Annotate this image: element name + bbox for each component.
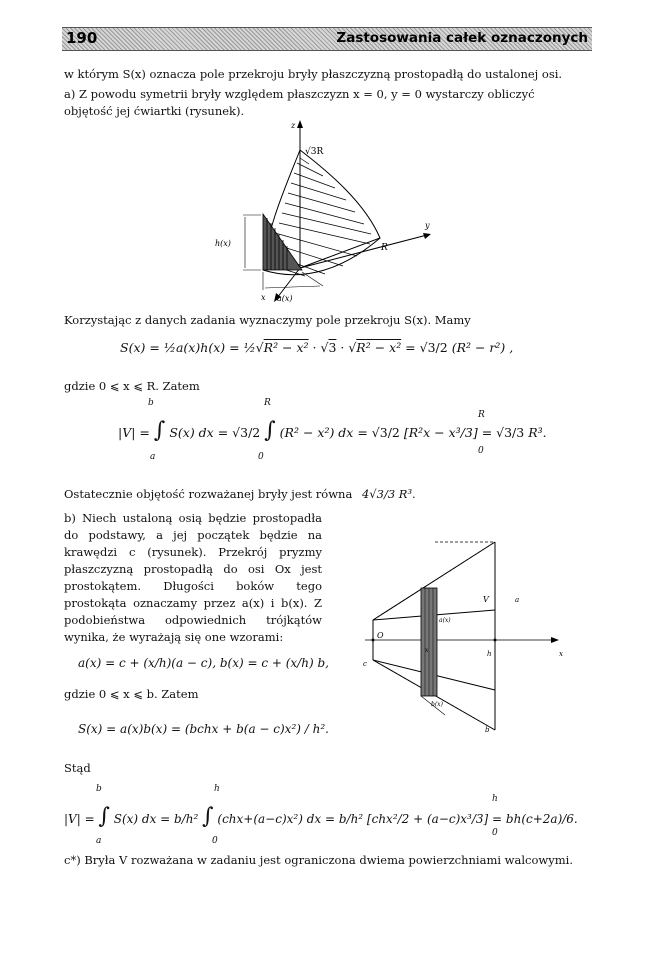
running-title: Zastosowania całek oznaczonych [336, 30, 588, 46]
label-h: h [487, 650, 492, 658]
equation-ax-bx: a(x) = c + (x/h)(a − c), b(x) = c + (x/h) b, [78, 656, 329, 670]
page-header [62, 27, 592, 51]
document-page: 190 Zastosowania całek oznaczonych w którym S(x) oznacza pole przekroju bryły płaszczyzną prostopadłą do ustalonej osi. a) Z powodu symetrii bryły względem płaszczyzn x = 0, y = 0 wystarczy obliczyć objętość jej ćwiartki (rysunek). z √3R y R h(x) x a(x) Korzystając z danych zadania wyznaczymy pole przekroju S(x). Mamy S(x) = ½a(x)h(x) = ½√R² − x² · √3 · √R² − x² = √3/2 (R² − r²) , gdzie 0 ⩽ x ⩽ R. Zatem b R |V| = ∫ S(x) dx = √3/2 ∫ (R² − x²) dx = √3/2 [R²x − x³/3] = √3/3 R³. a 0 R 0 Ostatecznie objętość rozważanej bryły jest równa 4√3/3 R³. b) Niech ustaloną osią będzie prostopadła do podstawy, a jej początek będzie na krawędzi c (rysunek). Przekrój pryzmy płaszczyzną prostopadłą do osi Ox jest prostokątem. Długości boków tego prostokąta oznaczamy przez a(x) i b(x). Z podobieństwa odpowiednich trójkątów wynika, że wyrażają się one wzorami: V a a(x) O x h x c b(x) b a(x) = c + (x/h)(a − c), b(x) = c + (x/h) b, gdzie 0 ⩽ x ⩽ b. Zatem S(x) = a(x)b(x) = (bchx + b(a − c)x²) / h². Stąd b h |V| = ∫ S(x) dx = b/h² ∫ (chx+(a−c)x²) dx = b/h² [chx²/2 + (a−c)x³/3] = bh(c+2a)/6. a 0 h 0 c*) Bryła V rozważana w zadaniu jest ograniczona dwiema powierzchniami walcowymi. [0, 0, 646, 965]
label-V: V [483, 595, 489, 604]
stad-line: Stąd [64, 761, 91, 775]
figure-quarter-solid [205, 118, 445, 308]
equation-volume-a: |V| = ∫ S(x) dx = √3/2 ∫ (R² − x²) dx = √3/2 [R²x − x³/3] = √3/3 R³. [118, 418, 547, 443]
label-R: R [381, 243, 388, 253]
equation-s-of-x: S(x) = ½a(x)h(x) = ½√R² − x² · √3 · √R² − x² = √3/2 (R² − r²) , [120, 340, 514, 355]
label-O: O [377, 631, 384, 640]
label-y: y [425, 221, 430, 230]
gdzie1-line: gdzie 0 ⩽ x ⩽ R. Zatem [64, 379, 200, 393]
figure-prism [355, 530, 585, 745]
label-z: z [291, 121, 296, 130]
label-c: c [363, 660, 367, 668]
part-a-line1: a) Z powodu symetrii bryły względem płaszczyzn x = 0, y = 0 wystarczy obliczyć [64, 87, 535, 101]
label-ax: a(x) [277, 294, 293, 303]
ostatecznie-text: Ostatecznie objętość rozważanej bryły jest równa [64, 487, 353, 501]
ostatecznie-line [64, 486, 416, 503]
part-c-line: c*) Bryła V rozważana w zadaniu jest ograniczona dwiema powierzchniami walcowymi. [64, 853, 574, 867]
page-number: 190 [66, 29, 98, 47]
label-hx: h(x) [215, 239, 231, 248]
label-bx: b(x) [431, 701, 443, 708]
label-a: a [515, 596, 520, 604]
label-b: b [485, 726, 490, 734]
label-x: x [261, 293, 266, 302]
label-ax: a(x) [439, 617, 451, 624]
label-x-mark: x [425, 647, 429, 654]
ostatecznie-value: 4√3/3 R³. [361, 487, 416, 501]
korzystajac-line: Korzystając z danych zadania wyznaczymy pole przekroju S(x). Mamy [64, 313, 471, 327]
part-a-line2: objętość jej ćwiartki (rysunek). [64, 104, 245, 118]
equation-s-of-x-b: S(x) = a(x)b(x) = (bchx + b(a − c)x²) / h². [78, 722, 329, 736]
intro-line: w którym S(x) oznacza pole przekroju bryły płaszczyzną prostopadłą do ustalonej osi. [64, 67, 563, 81]
label-sqrt3R: √3R [305, 147, 324, 157]
part-b-paragraph: b) Niech ustaloną osią będzie prostopadła do podstawy, a jej początek będzie na krawędzi c (rysunek). Przekrój pryzmy płaszczyzną prostopadłą do osi Ox jest prostokątem. Długości boków tego prostokąta oznaczamy przez a(x) i b(x). Z podobieństwa odpowiednich trójkątów wynika, że wyrażają się one wzorami: [64, 511, 322, 644]
equation-volume-b: |V| = ∫ S(x) dx = b/h² ∫ (chx+(a−c)x²) dx = b/h² [chx²/2 + (a−c)x³/3] = bh(c+2a)/6. [64, 804, 578, 829]
gdzie2-line: gdzie 0 ⩽ x ⩽ b. Zatem [64, 687, 199, 701]
label-x-axis: x [559, 650, 563, 658]
